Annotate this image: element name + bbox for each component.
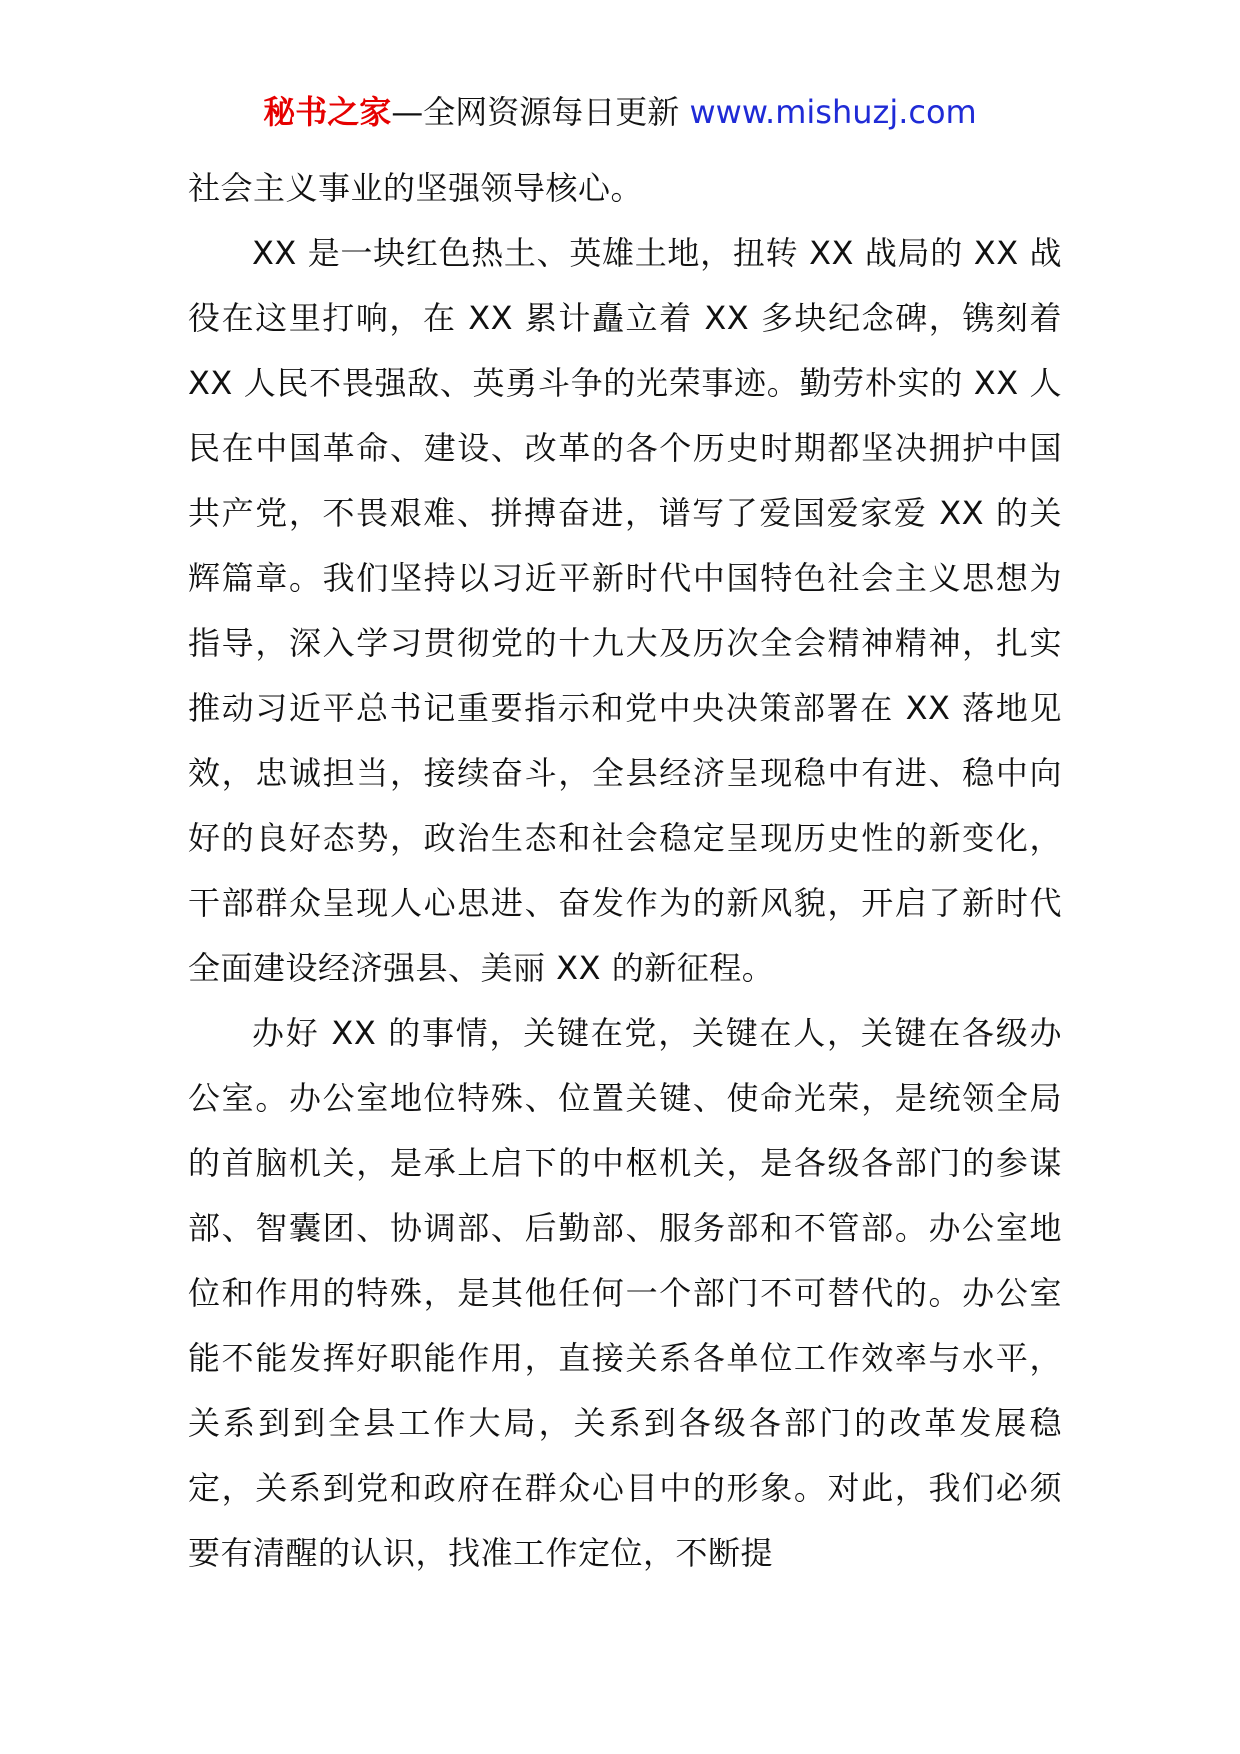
paragraph-office-role: 办好 XX 的事情，关键在党，关键在人，关键在各级办公室。办公室地位特殊、位置关键、使命光荣，是统领全局的首脑机关，是承上启下的中枢机关，是各级各部门的参谋部、智囊团、协调部、后勤部、服务部和不管部。办公室地位和作用的特殊，是其他任何一个部门不可替代的。办公室能不能发挥好职能作用，直接关系各单位工作效率与水平，关系到到全县工作大局，关系到各级各部门的改革发展稳定，关系到党和政府在群众心目中的形象。对此，我们必须要有清醒的认识，找准工作定位，不断提 (188, 1014, 1062, 1572)
page-header (0, 92, 1240, 132)
brand-name: 秘书之家 (263, 93, 392, 131)
website-url[interactable]: www.mishuzj.com (689, 93, 977, 131)
paragraph-continuation: 社会主义事业的坚强领导核心。 (188, 169, 644, 207)
header-tagline: —全网资源每日更新 (391, 93, 690, 131)
document-body (188, 156, 1062, 1586)
paragraph-red-land: XX 是一块红色热土、英雄土地，扭转 XX 战局的 XX 战役在这里打响，在 XX 累计矗立着 XX 多块纪念碑，镌刻着 XX 人民不畏强敌、英勇斗争的光荣事迹。勤劳朴实的 XX 人民在中国革命、建设、改革的各个历史时期都坚决拥护中国共产党，不畏艰难、拼搏奋进，谱写了爱国爱家爱 XX 的关辉篇章。我们坚持以习近平新时代中国特色社会主义思想为指导，深入学习贯彻党的十九大及历次全会精神精神，扎实推动习近平总书记重要指示和党中央决策部署在 XX 落地见效，忠诚担当，接续奋斗，全县经济呈现稳中有进、稳中向好的良好态势，政治生态和社会稳定呈现历史性的新变化，干部群众呈现人心思进、奋发作为的新风貌，开启了新时代全面建设经济强县、美丽 XX 的新征程。 (188, 234, 1062, 987)
